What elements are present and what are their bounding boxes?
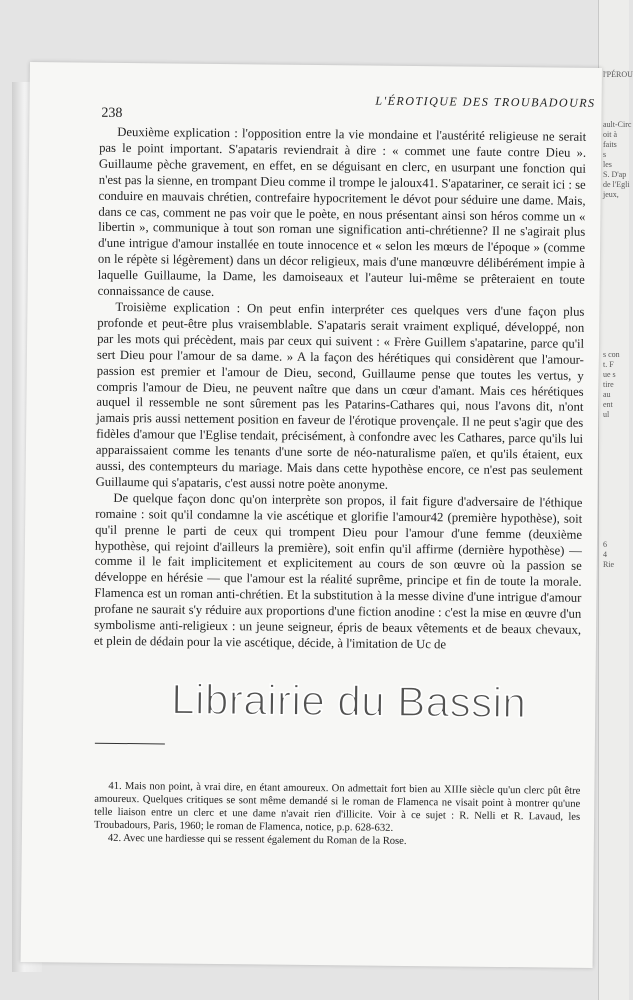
facing-page-fragment: ent (603, 400, 613, 409)
facing-page-fragment: 4 (603, 550, 607, 559)
facing-page-fragment: ul (603, 410, 610, 419)
facing-page-fragment: ault-Circ (603, 120, 632, 129)
facing-page-fragment: de l'Egli (603, 180, 630, 189)
running-head: L'ÉROTIQUE DES TROUBADOURS (375, 93, 596, 110)
facing-page-fragment: faits (603, 140, 617, 149)
body-text (94, 125, 586, 655)
facing-page-fragment: au (603, 390, 611, 399)
facing-page-fragment: jeux, (603, 190, 619, 199)
footnote-separator (95, 743, 165, 745)
facing-page-fragment: l'PÉROU (603, 70, 633, 79)
facing-page-fragment: tire (603, 380, 614, 389)
watermark: Librairie du Bassin (171, 675, 527, 727)
facing-page-fragment: s (603, 150, 607, 159)
footnotes (94, 780, 581, 850)
facing-page-fragment: ue s (603, 370, 616, 379)
page-number: 238 (101, 105, 123, 121)
facing-page (598, 0, 633, 1000)
facing-page-fragment: les (603, 160, 612, 169)
book-page (21, 62, 602, 968)
facing-page-fragment: oit à (603, 130, 617, 139)
paragraph: Troisième explication : On peut enfin interpréter ces quelques vers d'une façon plus profonde et peut-être plus vraisemblable. S'apataris serait vraiment expliqué, développé, non par les mots qui précèdent, mais par ceux qui suivent : « Frère Guillem s'apatarine, parce qu'il sert Dieu pour l'amour de sa dame. » A la façon des hérétiques qui considèrent que l'amour-passion est premier et l'amour de Dieu, second, Guillaume pense que toutes les vertus, y compris l'amour de Dieu, ne peuvent naître que dans un cœur d'amant. Mais ces hérétiques auquel il ressemble ne sont sûrement pas les Patarins-Cathares qui, nous l'avons dit, n'ont jamais pris aussi nettement position en faveur de l'érotique provençale. Il ne peut s'agir que des fidèles d'amour que l'Eglise tendait, précisément, à confondre avec les Cathares, parce qu'ils lui apparaissaient comme les tenants d'une sorte de néo-naturalisme païen, et qu'ils étaient, eux aussi, des contempteurs du mariage. Mais dans cette hypothèse encore, ce n'est pas seulement Guillaume qui s'apataris, c'est aussi notre poète anonyme. (95, 299, 585, 492)
paragraph: De quelque façon donc qu'on interprète son propos, il fait figure d'adversaire de l'éthique romaine : soit qu'il condamne la vie ascétique et glorifie l'amour42 (première hypothèse), soit qu'il prenne le parti de ceux qui trompent Dieu pour l'amour d'une femme (deuxième hypothèse, qui rejoint d'ailleurs la première), soit enfin qu'il affirme (dernière hypothèse) — comme il le fait implicitement et explicitement au cours de son œuvre où la passion se développe en hérésie — que l'amour est la réalité suprême, principe et fin de toute la morale. Flamenca est un roman anti-chrétien. Et la substitution à la messe divine d'une intrigue d'amour profane ne saurait s'y réduire aux proportions d'une fiction anodine : c'est la mise en œuvre d'un symbolisme anti-religieux : un jeune seigneur, épris de beaux vêtements et de beaux chevaux, et plein de dédain pour la vie ascétique, décide, à l'imitation de Uc de (93, 490, 583, 652)
footnote: 41. Mais non point, à vrai dire, en étant amoureux. On admettait fort bien au XIIIe siècle qu'un clerc pût être amoureux. Quelques critiques se sont même demandé si le roman de Flamenca ne visait point à montrer qu'une telle liaison entre un clerc et une dame n'avait rien d'illicite. Voir à ce sujet : R. Nelli et R. Lavaud, les Troubadours, Paris, 1960; le roman de Flamenca, notice, p.p. 628-632. (93, 780, 581, 834)
facing-page-fragment: t. F (603, 360, 614, 369)
facing-page-fragment: S. D'ap (603, 170, 627, 179)
facing-page-fragment: s con (603, 350, 620, 359)
facing-page-fragment: 6 (603, 540, 607, 549)
footnote: 42. Avec une hardiesse qui se ressent également du Roman de la Rose. (107, 832, 407, 847)
paragraph: Deuxième explication : l'opposition entre la vie mondaine et l'austérité religieuse ne serait pas le point important. S'apataris reviendrait à dire : « commet une faute contre Dieu ». Guillaume pèche gravement, en effet, en se déguisant en clerc, en usurpant une fonction qui n'est pas la sienne, en trompant Dieu comme il trompe le jaloux41. S'apatariner, ce serait ici : se conduire en mauvais chrétien, contrefaire hypocritement le dévot pour séduire une dame. Mais, dans ce cas, comment ne pas voir que le poète, en nous présentant ainsi son héros comme un « libertin », communique à tout son roman une signification anti-chrétienne? Il ne s'agirait plus d'une intrigue d'amour installée en toute innocence et « selon les mœurs de l'époque » (comme on le répète si légèrement) dans un décor religieux, mais d'une manœuvre délibérément impie à laquelle Guillaume, la Dame, les damoiseaux et l'auteur lui-même se prêteraient en toute connaissance de cause. (97, 124, 587, 300)
facing-page-fragment: Rie (603, 560, 615, 569)
